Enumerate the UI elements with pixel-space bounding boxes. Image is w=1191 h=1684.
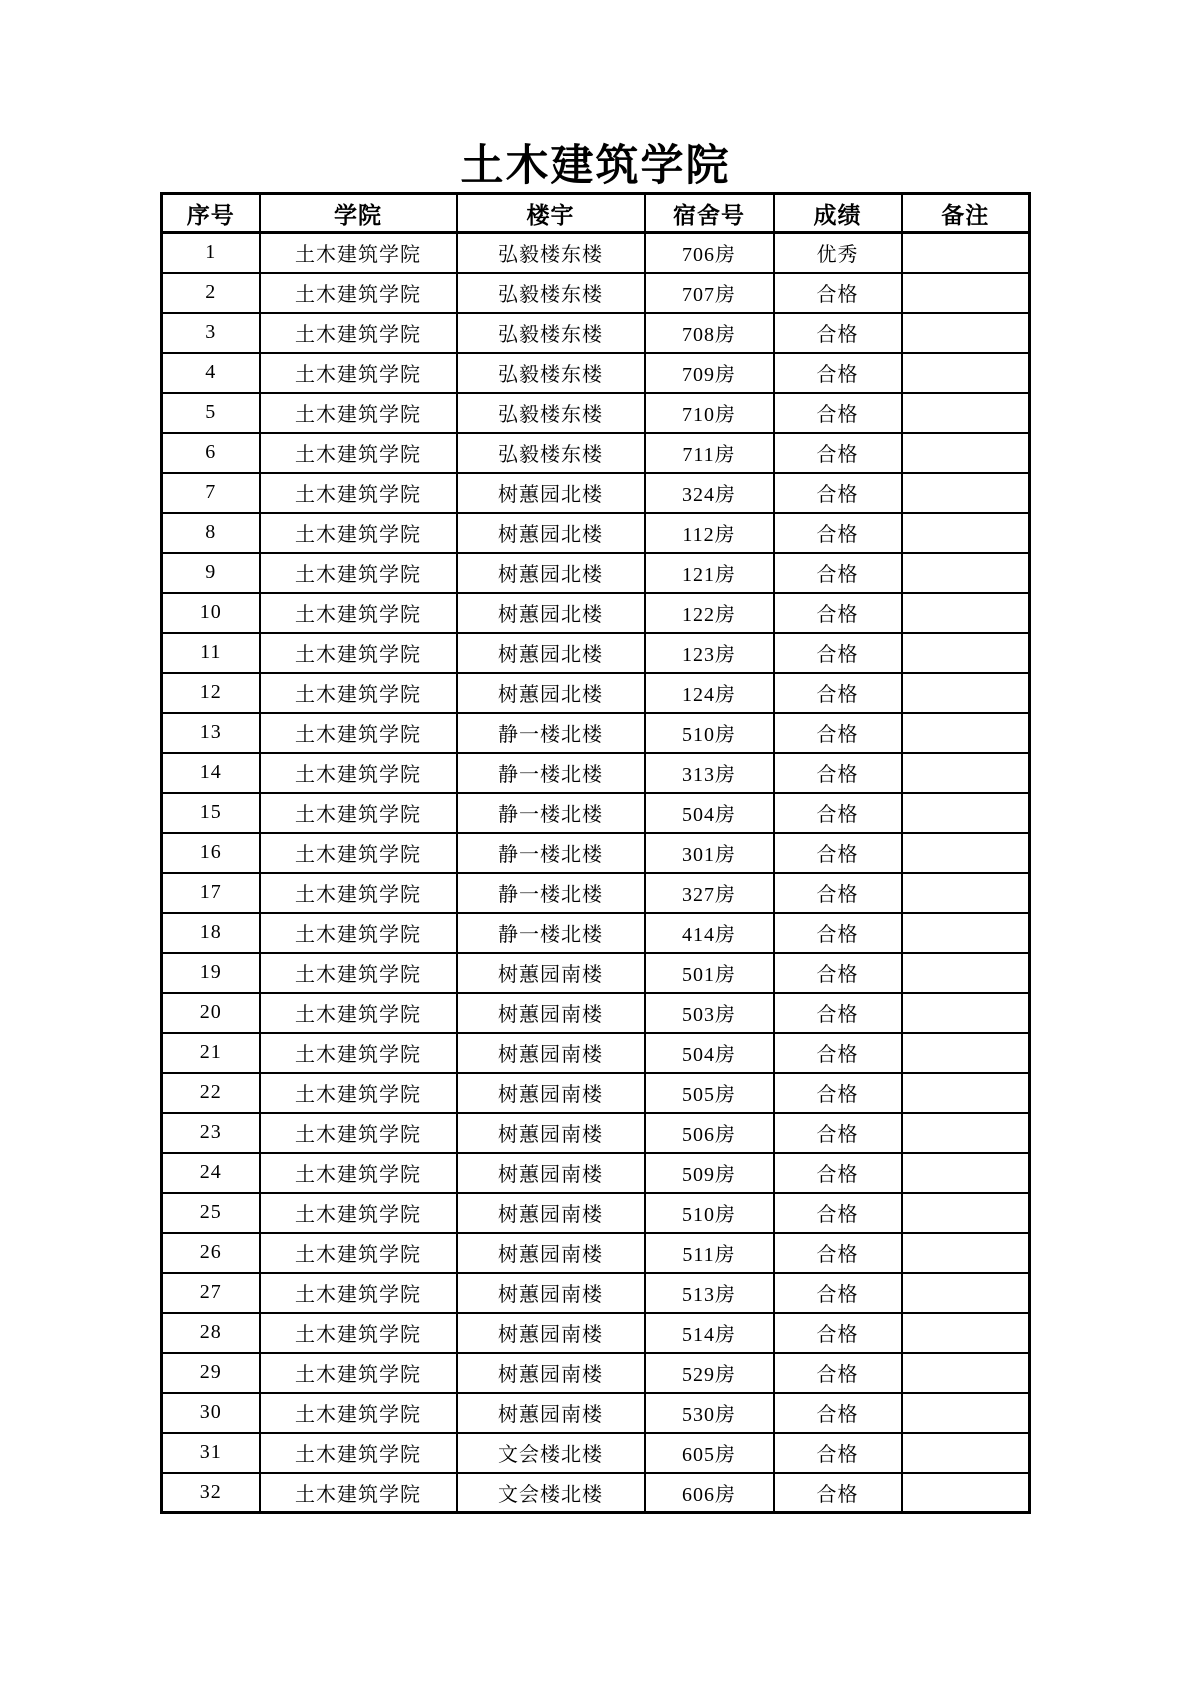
cell-no: 20: [162, 993, 260, 1033]
cell-college: 土木建筑学院: [260, 393, 457, 433]
table-row: [162, 393, 1030, 433]
cell-no: 18: [162, 913, 260, 953]
table-row: [162, 1393, 1030, 1433]
page-title: 土木建筑学院: [460, 143, 731, 190]
cell-grade: 合格: [774, 1233, 902, 1273]
cell-grade: 合格: [774, 1153, 902, 1193]
cell-room: 504房: [645, 1033, 774, 1073]
table-header: [162, 194, 1030, 233]
cell-college: 土木建筑学院: [260, 633, 457, 673]
table-body: [162, 233, 1030, 1513]
cell-grade: 合格: [774, 793, 902, 833]
cell-remark: [902, 1033, 1030, 1073]
cell-room: 709房: [645, 353, 774, 393]
cell-grade: 合格: [774, 753, 902, 793]
cell-no: 17: [162, 873, 260, 913]
cell-building: 树蕙园南楼: [457, 1073, 645, 1113]
cell-building: 弘毅楼东楼: [457, 233, 645, 273]
table-row: [162, 1313, 1030, 1353]
cell-no: 31: [162, 1433, 260, 1473]
cell-college: 土木建筑学院: [260, 1353, 457, 1393]
cell-college: 土木建筑学院: [260, 233, 457, 273]
cell-college: 土木建筑学院: [260, 833, 457, 873]
cell-college: 土木建筑学院: [260, 753, 457, 793]
table-row: [162, 1233, 1030, 1273]
cell-building: 树蕙园南楼: [457, 1033, 645, 1073]
cell-building: 弘毅楼东楼: [457, 313, 645, 353]
cell-college: 土木建筑学院: [260, 353, 457, 393]
cell-remark: [902, 673, 1030, 713]
cell-building: 树蕙园南楼: [457, 1113, 645, 1153]
cell-grade: 合格: [774, 873, 902, 913]
cell-remark: [902, 433, 1030, 473]
cell-no: 27: [162, 1273, 260, 1313]
cell-remark: [902, 233, 1030, 273]
cell-remark: [902, 993, 1030, 1033]
cell-college: 土木建筑学院: [260, 473, 457, 513]
cell-building: 树蕙园北楼: [457, 513, 645, 553]
cell-no: 3: [162, 313, 260, 353]
cell-college: 土木建筑学院: [260, 993, 457, 1033]
table-row: [162, 593, 1030, 633]
cell-room: 506房: [645, 1113, 774, 1153]
cell-no: 25: [162, 1193, 260, 1233]
cell-grade: 合格: [774, 673, 902, 713]
table-row: [162, 793, 1030, 833]
table-row: [162, 433, 1030, 473]
cell-remark: [902, 913, 1030, 953]
cell-remark: [902, 1153, 1030, 1193]
cell-room: 124房: [645, 673, 774, 713]
cell-room: 710房: [645, 393, 774, 433]
cell-no: 15: [162, 793, 260, 833]
cell-remark: [902, 1313, 1030, 1353]
table-row: [162, 1113, 1030, 1153]
cell-college: 土木建筑学院: [260, 1473, 457, 1513]
cell-building: 静一楼北楼: [457, 913, 645, 953]
cell-grade: 合格: [774, 953, 902, 993]
table-row: [162, 953, 1030, 993]
column-header-grade: 成绩: [774, 194, 902, 233]
cell-grade: 合格: [774, 1313, 902, 1353]
table-row: [162, 313, 1030, 353]
cell-college: 土木建筑学院: [260, 1113, 457, 1153]
cell-building: 弘毅楼东楼: [457, 353, 645, 393]
cell-no: 28: [162, 1313, 260, 1353]
cell-grade: 合格: [774, 993, 902, 1033]
cell-remark: [902, 953, 1030, 993]
cell-room: 503房: [645, 993, 774, 1033]
cell-no: 1: [162, 233, 260, 273]
cell-grade: 合格: [774, 1353, 902, 1393]
cell-building: 静一楼北楼: [457, 753, 645, 793]
cell-remark: [902, 473, 1030, 513]
table-row: [162, 833, 1030, 873]
cell-no: 6: [162, 433, 260, 473]
cell-college: 土木建筑学院: [260, 673, 457, 713]
cell-grade: 合格: [774, 833, 902, 873]
table-row: [162, 1353, 1030, 1393]
table-row: [162, 1433, 1030, 1473]
cell-building: 静一楼北楼: [457, 833, 645, 873]
cell-grade: 合格: [774, 1033, 902, 1073]
cell-college: 土木建筑学院: [260, 1313, 457, 1353]
cell-grade: 合格: [774, 913, 902, 953]
table-row: [162, 473, 1030, 513]
table-row: [162, 233, 1030, 273]
cell-grade: 合格: [774, 1193, 902, 1233]
cell-no: 12: [162, 673, 260, 713]
cell-grade: 合格: [774, 353, 902, 393]
cell-building: 静一楼北楼: [457, 713, 645, 753]
cell-college: 土木建筑学院: [260, 513, 457, 553]
cell-grade: 合格: [774, 713, 902, 753]
cell-remark: [902, 1273, 1030, 1313]
cell-remark: [902, 633, 1030, 673]
cell-room: 511房: [645, 1233, 774, 1273]
cell-no: 2: [162, 273, 260, 313]
cell-room: 122房: [645, 593, 774, 633]
cell-room: 605房: [645, 1433, 774, 1473]
roster-table: [160, 192, 1031, 1514]
cell-remark: [902, 873, 1030, 913]
cell-remark: [902, 273, 1030, 313]
header-row: [162, 194, 1030, 233]
table-row: [162, 1273, 1030, 1313]
cell-college: 土木建筑学院: [260, 1033, 457, 1073]
cell-remark: [902, 753, 1030, 793]
cell-building: 树蕙园北楼: [457, 673, 645, 713]
cell-room: 414房: [645, 913, 774, 953]
cell-no: 14: [162, 753, 260, 793]
cell-no: 16: [162, 833, 260, 873]
cell-no: 21: [162, 1033, 260, 1073]
cell-college: 土木建筑学院: [260, 593, 457, 633]
cell-college: 土木建筑学院: [260, 1193, 457, 1233]
cell-remark: [902, 1353, 1030, 1393]
column-header-room: 宿舍号: [645, 194, 774, 233]
cell-grade: 合格: [774, 513, 902, 553]
cell-no: 19: [162, 953, 260, 993]
cell-room: 501房: [645, 953, 774, 993]
column-header-remark: 备注: [902, 194, 1030, 233]
cell-remark: [902, 313, 1030, 353]
cell-remark: [902, 393, 1030, 433]
cell-building: 静一楼北楼: [457, 873, 645, 913]
cell-college: 土木建筑学院: [260, 1073, 457, 1113]
cell-building: 树蕙园南楼: [457, 953, 645, 993]
cell-college: 土木建筑学院: [260, 873, 457, 913]
table-row: [162, 993, 1030, 1033]
cell-room: 707房: [645, 273, 774, 313]
cell-no: 7: [162, 473, 260, 513]
cell-college: 土木建筑学院: [260, 1393, 457, 1433]
cell-room: 711房: [645, 433, 774, 473]
cell-room: 112房: [645, 513, 774, 553]
cell-grade: 合格: [774, 593, 902, 633]
cell-building: 弘毅楼东楼: [457, 393, 645, 433]
cell-grade: 合格: [774, 1433, 902, 1473]
cell-college: 土木建筑学院: [260, 953, 457, 993]
cell-room: 123房: [645, 633, 774, 673]
cell-room: 510房: [645, 1193, 774, 1233]
cell-room: 606房: [645, 1473, 774, 1513]
cell-building: 树蕙园南楼: [457, 993, 645, 1033]
cell-building: 树蕙园南楼: [457, 1393, 645, 1433]
table-row: [162, 273, 1030, 313]
cell-remark: [902, 593, 1030, 633]
column-header-building: 楼宇: [457, 194, 645, 233]
cell-grade: 合格: [774, 473, 902, 513]
cell-building: 文会楼北楼: [457, 1473, 645, 1513]
cell-building: 树蕙园北楼: [457, 593, 645, 633]
cell-no: 5: [162, 393, 260, 433]
cell-grade: 合格: [774, 553, 902, 593]
table-row: [162, 513, 1030, 553]
column-header-college: 学院: [260, 194, 457, 233]
cell-no: 26: [162, 1233, 260, 1273]
cell-college: 土木建筑学院: [260, 273, 457, 313]
cell-building: 树蕙园南楼: [457, 1193, 645, 1233]
table-row: [162, 913, 1030, 953]
cell-remark: [902, 513, 1030, 553]
cell-building: 树蕙园南楼: [457, 1153, 645, 1193]
cell-remark: [902, 1193, 1030, 1233]
cell-building: 树蕙园北楼: [457, 553, 645, 593]
cell-room: 509房: [645, 1153, 774, 1193]
cell-room: 510房: [645, 713, 774, 753]
cell-college: 土木建筑学院: [260, 1273, 457, 1313]
cell-room: 324房: [645, 473, 774, 513]
cell-no: 9: [162, 553, 260, 593]
cell-room: 313房: [645, 753, 774, 793]
table-row: [162, 553, 1030, 593]
cell-no: 32: [162, 1473, 260, 1513]
cell-no: 13: [162, 713, 260, 753]
cell-no: 11: [162, 633, 260, 673]
cell-no: 10: [162, 593, 260, 633]
table-row: [162, 713, 1030, 753]
cell-no: 24: [162, 1153, 260, 1193]
cell-room: 529房: [645, 1353, 774, 1393]
cell-no: 23: [162, 1113, 260, 1153]
cell-grade: 合格: [774, 273, 902, 313]
cell-building: 树蕙园南楼: [457, 1273, 645, 1313]
cell-building: 树蕙园南楼: [457, 1233, 645, 1273]
cell-building: 树蕙园南楼: [457, 1313, 645, 1353]
cell-grade: 合格: [774, 1473, 902, 1513]
cell-building: 树蕙园北楼: [457, 633, 645, 673]
cell-room: 504房: [645, 793, 774, 833]
cell-room: 505房: [645, 1073, 774, 1113]
cell-remark: [902, 353, 1030, 393]
cell-building: 文会楼北楼: [457, 1433, 645, 1473]
cell-remark: [902, 833, 1030, 873]
table-row: [162, 753, 1030, 793]
cell-college: 土木建筑学院: [260, 913, 457, 953]
cell-remark: [902, 793, 1030, 833]
column-header-no: 序号: [162, 194, 260, 233]
table-row: [162, 1033, 1030, 1073]
cell-remark: [902, 1113, 1030, 1153]
cell-room: 301房: [645, 833, 774, 873]
cell-college: 土木建筑学院: [260, 433, 457, 473]
cell-college: 土木建筑学院: [260, 1153, 457, 1193]
table-row: [162, 1473, 1030, 1513]
cell-building: 树蕙园南楼: [457, 1353, 645, 1393]
cell-building: 静一楼北楼: [457, 793, 645, 833]
cell-building: 树蕙园北楼: [457, 473, 645, 513]
cell-room: 327房: [645, 873, 774, 913]
cell-grade: 合格: [774, 1273, 902, 1313]
cell-room: 514房: [645, 1313, 774, 1353]
cell-remark: [902, 1393, 1030, 1433]
cell-building: 弘毅楼东楼: [457, 273, 645, 313]
cell-college: 土木建筑学院: [260, 313, 457, 353]
cell-grade: 合格: [774, 633, 902, 673]
cell-no: 22: [162, 1073, 260, 1113]
cell-room: 708房: [645, 313, 774, 353]
cell-room: 513房: [645, 1273, 774, 1313]
cell-remark: [902, 1233, 1030, 1273]
cell-college: 土木建筑学院: [260, 713, 457, 753]
cell-grade: 合格: [774, 393, 902, 433]
table-row: [162, 633, 1030, 673]
cell-no: 4: [162, 353, 260, 393]
cell-college: 土木建筑学院: [260, 1233, 457, 1273]
cell-grade: 合格: [774, 1073, 902, 1113]
cell-college: 土木建筑学院: [260, 793, 457, 833]
cell-room: 706房: [645, 233, 774, 273]
table-row: [162, 673, 1030, 713]
cell-remark: [902, 1073, 1030, 1113]
cell-remark: [902, 1473, 1030, 1513]
cell-no: 29: [162, 1353, 260, 1393]
table-row: [162, 353, 1030, 393]
cell-grade: 合格: [774, 1113, 902, 1153]
table-row: [162, 1153, 1030, 1193]
table-row: [162, 1193, 1030, 1233]
cell-no: 8: [162, 513, 260, 553]
cell-grade: 合格: [774, 313, 902, 353]
cell-remark: [902, 713, 1030, 753]
cell-college: 土木建筑学院: [260, 553, 457, 593]
cell-room: 530房: [645, 1393, 774, 1433]
cell-building: 弘毅楼东楼: [457, 433, 645, 473]
cell-grade: 合格: [774, 1393, 902, 1433]
cell-grade: 优秀: [774, 233, 902, 273]
table-row: [162, 1073, 1030, 1113]
cell-remark: [902, 553, 1030, 593]
cell-grade: 合格: [774, 433, 902, 473]
cell-remark: [902, 1433, 1030, 1473]
cell-room: 121房: [645, 553, 774, 593]
cell-college: 土木建筑学院: [260, 1433, 457, 1473]
cell-no: 30: [162, 1393, 260, 1433]
table-row: [162, 873, 1030, 913]
